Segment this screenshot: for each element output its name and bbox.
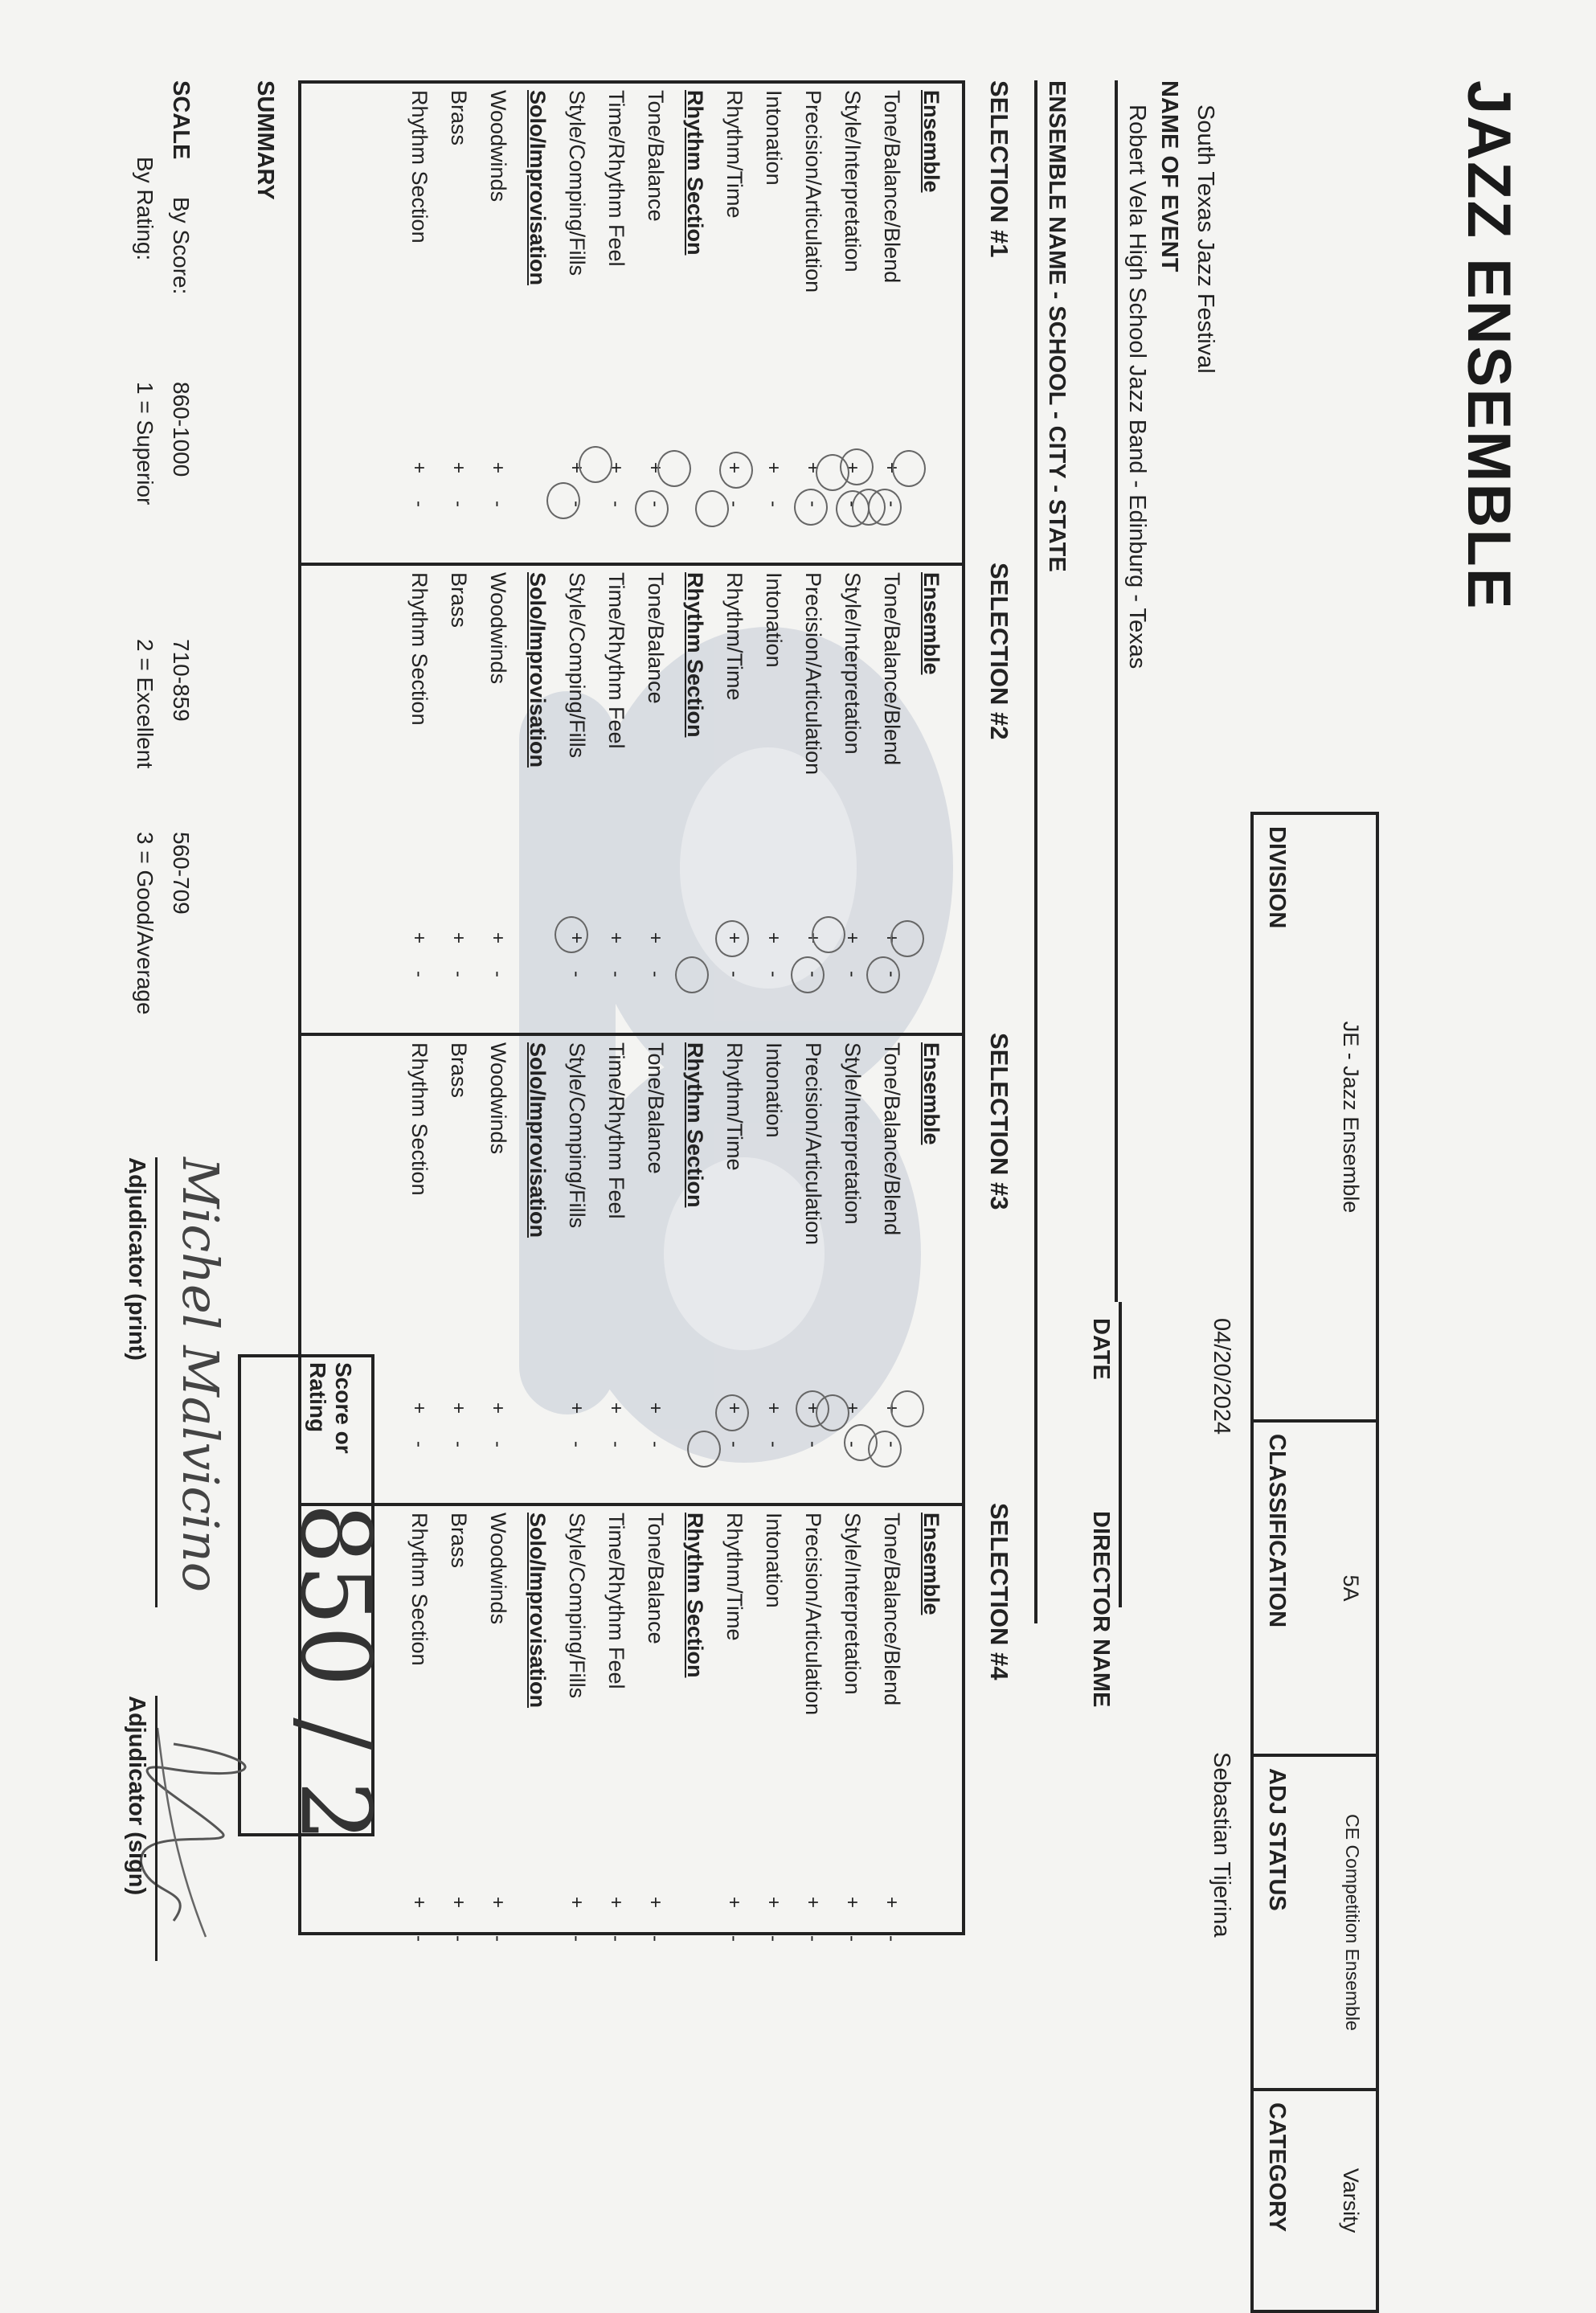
classification-value: 5A [1339, 1574, 1363, 1602]
group-label: Rhythm Section [683, 1513, 707, 1678]
circled-mark [844, 1424, 878, 1461]
plus-mark[interactable]: + [802, 1897, 824, 1909]
plus-mark[interactable]: + [448, 932, 469, 944]
scale-rating-1: 1 = Superior [133, 382, 158, 506]
circled-mark [687, 1431, 721, 1468]
criterion-label: Intonation [762, 572, 786, 668]
criterion-label: Intonation [762, 1513, 786, 1608]
plus-mark[interactable]: + [645, 932, 666, 944]
criterion-label: Style/Comping/Fills [565, 572, 589, 759]
circled-mark [546, 482, 580, 519]
plus-mark[interactable]: + [408, 932, 430, 944]
adj-status-box [1250, 1754, 1379, 2091]
criterion-label: Brass [447, 572, 471, 628]
scale-score-3: 560-709 [169, 832, 194, 915]
criterion-label: Rhythm/Time [722, 572, 747, 701]
circled-mark [715, 920, 749, 957]
criterion-label: Rhythm Section [407, 1513, 432, 1666]
plus-mark[interactable]: + [605, 932, 627, 944]
minus-mark[interactable]: - [723, 501, 745, 507]
circled-mark [675, 956, 709, 993]
criterion-label: Time/Rhythm Feel [604, 572, 628, 749]
circled-mark [719, 452, 753, 489]
criterion-label: Intonation [762, 1042, 786, 1138]
minus-mark[interactable]: - [763, 1935, 784, 1942]
circled-mark [791, 956, 825, 993]
minus-mark[interactable]: - [408, 1935, 430, 1942]
group-label: Solo/Improvisation [526, 1513, 550, 1709]
minus-mark[interactable]: - [763, 971, 784, 977]
ensemble-name-label: ENSEMBLE NAME - SCHOOL - CITY - STATE [1044, 80, 1070, 572]
circled-mark [657, 450, 691, 487]
minus-mark[interactable]: - [448, 1441, 469, 1447]
minus-mark[interactable]: - [605, 971, 627, 977]
scale-label: SCALE [168, 80, 194, 160]
criterion-label: Rhythm Section [407, 572, 432, 726]
scale-rating-2: 2 = Excellent [133, 639, 158, 769]
plus-mark[interactable]: + [645, 1402, 666, 1414]
plus-mark[interactable]: + [645, 1897, 666, 1909]
plus-mark[interactable]: + [763, 1897, 784, 1909]
criterion-label: Style/Interpretation [841, 90, 865, 272]
division-label: DIVISION [1264, 826, 1290, 929]
classification-label: CLASSIFICATION [1264, 1434, 1290, 1628]
plus-mark[interactable]: + [802, 932, 824, 944]
minus-mark[interactable]: - [566, 1935, 587, 1942]
date-value: 04/20/2024 [1209, 1318, 1234, 1435]
adjudicator-print-name: Michel Malvicino [171, 1157, 230, 1593]
group-label: Ensemble [919, 1513, 943, 1615]
minus-mark[interactable]: - [723, 1935, 745, 1942]
criterion-label: Precision/Articulation [801, 90, 825, 293]
plus-mark[interactable]: + [841, 462, 863, 474]
criterion-label: Tone/Balance [644, 1513, 668, 1644]
plus-mark[interactable]: + [566, 1402, 587, 1414]
minus-mark[interactable]: - [802, 501, 824, 507]
criterion-label: Brass [447, 90, 471, 146]
group-label: Solo/Improvisation [526, 90, 550, 286]
group-label: Rhythm Section [683, 572, 707, 738]
criterion-label: Rhythm Section [407, 90, 432, 244]
category-value: Varsity [1339, 2168, 1363, 2233]
plus-mark[interactable]: + [841, 1402, 863, 1414]
minus-mark[interactable]: - [763, 501, 784, 507]
plus-mark[interactable]: + [487, 462, 509, 474]
criterion-label: Style/Interpretation [841, 572, 865, 755]
circled-mark [796, 1390, 829, 1427]
minus-mark[interactable]: - [645, 1935, 666, 1942]
column-divider-1 [298, 563, 965, 566]
ensemble-underline [1034, 80, 1037, 1623]
minus-mark[interactable]: - [723, 1441, 745, 1447]
minus-mark[interactable]: - [408, 501, 430, 507]
criterion-label: Style/Interpretation [841, 1513, 865, 1695]
circled-mark [812, 916, 845, 953]
minus-mark[interactable]: - [448, 501, 469, 507]
criterion-label: Time/Rhythm Feel [604, 1042, 628, 1219]
plus-mark[interactable]: + [881, 1402, 902, 1414]
criterion-label: Woodwinds [486, 1513, 510, 1625]
plus-mark[interactable]: + [605, 1897, 627, 1909]
criterion-label: Brass [447, 1042, 471, 1099]
criteria-grid [298, 80, 965, 1935]
adjudicator-sign-line [155, 1696, 158, 1961]
circled-mark [866, 956, 900, 993]
plus-mark[interactable]: + [802, 1402, 824, 1414]
plus-mark[interactable]: + [408, 1402, 430, 1414]
date-label: DATE [1088, 1318, 1114, 1380]
circled-mark [635, 490, 669, 527]
plus-mark[interactable]: + [448, 1897, 469, 1909]
plus-mark[interactable]: + [605, 462, 627, 474]
minus-mark[interactable]: - [841, 971, 863, 977]
minus-mark[interactable]: - [448, 1935, 469, 1942]
criterion-label: Tone/Balance/Blend [880, 1513, 904, 1706]
minus-mark[interactable]: - [448, 971, 469, 977]
minus-mark[interactable]: - [841, 1441, 863, 1447]
group-label: Ensemble [919, 90, 943, 193]
minus-mark[interactable]: - [841, 501, 863, 507]
criterion-label: Tone/Balance [644, 572, 668, 704]
circled-mark [890, 1390, 924, 1427]
minus-mark[interactable]: - [566, 971, 587, 977]
form-title: JAZZ ENSEMBLE [1455, 80, 1523, 611]
minus-mark[interactable]: - [763, 1441, 784, 1447]
minus-mark[interactable]: - [487, 1935, 509, 1942]
plus-mark[interactable]: + [881, 1897, 902, 1909]
category-box [1250, 2088, 1379, 2313]
division-box [1250, 812, 1379, 1423]
criterion-label: Brass [447, 1513, 471, 1569]
plus-mark[interactable]: + [881, 462, 902, 474]
name-of-event-label: NAME OF EVENT [1156, 80, 1182, 272]
adj-status-label: ADJ STATUS [1264, 1768, 1290, 1911]
festival-name: South Texas Jazz Festival [1193, 104, 1218, 374]
plus-mark[interactable]: + [723, 1402, 745, 1414]
adjudicator-signature [85, 1712, 294, 1953]
minus-mark[interactable]: - [408, 971, 430, 977]
selection-4-title: SELECTION #4 [985, 1503, 1013, 1681]
minus-mark[interactable]: - [881, 501, 902, 507]
plus-mark[interactable]: + [487, 932, 509, 944]
minus-mark[interactable]: - [605, 501, 627, 507]
scale-score-1: 860-1000 [169, 382, 194, 477]
circled-mark [836, 490, 870, 527]
plus-mark[interactable]: + [723, 1897, 745, 1909]
minus-mark[interactable]: - [605, 1441, 627, 1447]
scale-score-2: 710-859 [169, 639, 194, 722]
minus-mark[interactable]: - [645, 501, 666, 507]
category-label: CATEGORY [1264, 2102, 1290, 2233]
minus-mark[interactable]: - [487, 1441, 509, 1447]
criterion-label: Woodwinds [486, 1042, 510, 1155]
plus-mark[interactable]: + [566, 462, 587, 474]
minus-mark[interactable]: - [723, 971, 745, 977]
minus-mark[interactable]: - [802, 1935, 824, 1942]
group-label: Ensemble [919, 1042, 943, 1145]
score-label-line2: Rating [305, 1362, 330, 1433]
group-label: Rhythm Section [683, 90, 707, 256]
scale-rating-3: 3 = Good/Average [133, 832, 158, 1015]
criterion-label: Precision/Articulation [801, 1513, 825, 1716]
group-label: Solo/Improvisation [526, 1042, 550, 1238]
criterion-label: Precision/Articulation [801, 1042, 825, 1246]
criterion-label: Woodwinds [486, 572, 510, 685]
column-divider-3 [298, 1503, 965, 1506]
minus-mark[interactable]: - [841, 1935, 863, 1942]
minus-mark[interactable]: - [802, 1441, 824, 1447]
adjudicator-print-line [155, 1157, 158, 1607]
group-label: Solo/Improvisation [526, 572, 550, 768]
ensemble-value: Robert Vela High School Jazz Band - Edinburg - Texas [1124, 104, 1150, 669]
by-score-label: By Score: [169, 197, 194, 295]
selection-1-title: SELECTION #1 [985, 80, 1013, 258]
score-value: 850 / 2 [279, 1503, 391, 1843]
plus-mark[interactable]: + [723, 932, 745, 944]
director-value: Sebastian Tijerina [1209, 1752, 1234, 1938]
plus-mark[interactable]: + [408, 462, 430, 474]
minus-mark[interactable]: - [645, 1441, 666, 1447]
event-underline [1115, 80, 1118, 1302]
adjudicator-sign-label: Adjudicator (sign) [124, 1696, 149, 1896]
score-label [305, 1362, 356, 1454]
criterion-label: Time/Rhythm Feel [604, 1513, 628, 1689]
criterion-label: Tone/Balance [644, 90, 668, 222]
circled-mark [579, 446, 612, 483]
summary-label: SUMMARY [252, 80, 278, 200]
criterion-label: Style/Interpretation [841, 1042, 865, 1225]
circled-mark [695, 490, 729, 527]
minus-mark[interactable]: - [408, 1441, 430, 1447]
criterion-label: Tone/Balance/Blend [880, 572, 904, 766]
by-rating-label: By Rating: [133, 157, 158, 261]
criterion-label: Woodwinds [486, 90, 510, 203]
minus-mark[interactable]: - [645, 971, 666, 977]
plus-mark[interactable]: + [605, 1402, 627, 1414]
minus-mark[interactable]: - [566, 501, 587, 507]
selection-2-title: SELECTION #2 [985, 563, 1013, 740]
plus-mark[interactable]: + [448, 462, 469, 474]
criterion-label: Tone/Balance [644, 1042, 668, 1174]
plus-mark[interactable]: + [881, 932, 902, 944]
plus-mark[interactable]: + [645, 462, 666, 474]
plus-mark[interactable]: + [566, 1897, 587, 1909]
plus-mark[interactable]: + [763, 1402, 784, 1414]
circled-mark [816, 454, 849, 491]
criterion-label: Tone/Balance/Blend [880, 90, 904, 284]
adj-status-value: CE Competition Ensemble [1342, 1814, 1363, 2031]
criterion-label: Style/Comping/Fills [565, 1042, 589, 1229]
plus-mark[interactable]: + [566, 932, 587, 944]
criterion-label: Rhythm/Time [722, 1042, 747, 1171]
minus-mark[interactable]: - [881, 1935, 902, 1942]
plus-mark[interactable]: + [723, 462, 745, 474]
circled-mark [555, 916, 588, 953]
date-underline [1119, 1302, 1122, 1607]
classification-box [1250, 1419, 1379, 1757]
plus-mark[interactable]: + [763, 462, 784, 474]
plus-mark[interactable]: + [841, 1897, 863, 1909]
plus-mark[interactable]: + [487, 1897, 509, 1909]
score-label-line1: Score or [331, 1362, 356, 1454]
group-label: Rhythm Section [683, 1042, 707, 1208]
circled-mark [715, 1394, 749, 1431]
criterion-label: Tone/Balance/Blend [880, 1042, 904, 1236]
criterion-label: Time/Rhythm Feel [604, 90, 628, 267]
minus-mark[interactable]: - [605, 1935, 627, 1942]
plus-mark[interactable]: + [487, 1402, 509, 1414]
criterion-label: Rhythm Section [407, 1042, 432, 1196]
minus-mark[interactable]: - [881, 1441, 902, 1447]
criterion-label: Style/Comping/Fills [565, 1513, 589, 1699]
circled-mark [890, 920, 924, 957]
plus-mark[interactable]: + [763, 932, 784, 944]
criterion-label: Intonation [762, 90, 786, 186]
adjudicator-print-label: Adjudicator (print) [124, 1157, 149, 1361]
director-label: DIRECTOR NAME [1088, 1511, 1114, 1708]
plus-mark[interactable]: + [802, 462, 824, 474]
plus-mark[interactable]: + [841, 932, 863, 944]
plus-mark[interactable]: + [448, 1402, 469, 1414]
criterion-label: Rhythm/Time [722, 90, 747, 219]
circled-mark [892, 450, 926, 487]
criterion-label: Style/Comping/Fills [565, 90, 589, 276]
minus-mark[interactable]: - [881, 971, 902, 977]
selection-3-title: SELECTION #3 [985, 1033, 1013, 1210]
criterion-label: Precision/Articulation [801, 572, 825, 776]
circled-mark [794, 489, 828, 526]
column-divider-2 [298, 1033, 965, 1036]
minus-mark[interactable]: - [487, 971, 509, 977]
criterion-label: Rhythm/Time [722, 1513, 747, 1641]
group-label: Ensemble [919, 572, 943, 675]
minus-mark[interactable]: - [487, 501, 509, 507]
minus-mark[interactable]: - [566, 1441, 587, 1447]
minus-mark[interactable]: - [802, 971, 824, 977]
plus-mark[interactable]: + [408, 1897, 430, 1909]
division-value: JE - Jazz Ensemble [1339, 1021, 1363, 1214]
